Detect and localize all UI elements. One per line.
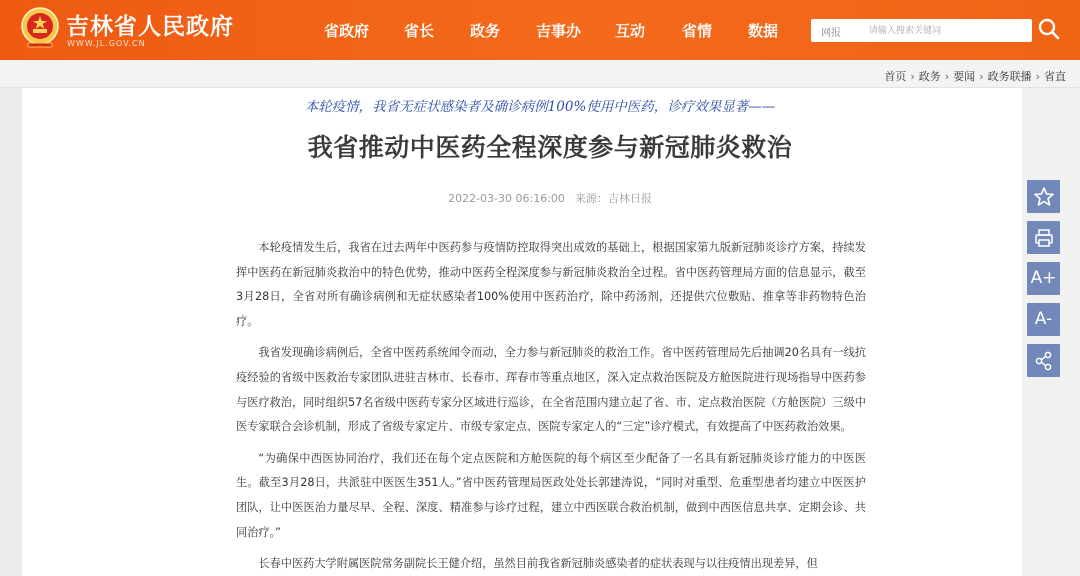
article-paragraph: 我省发现确诊病例后，全省中医药系统闻令而动，全力参与新冠肺炎的救治工作。省中医药管理局先后抽调20名具有一线抗疫经验的省级中医救治专家团队进驻吉林市、长春市、珲春市等重点地区，深入定点救治医院及方舱医院进行现场指导中医药参与医疗救治，同时组织57名省级中医药专家分区域进行巡诊，在全省范围内建立起了省、市、定点救治医院（方舱医院）三级中医专家联合会诊机制，形成了省级专家定片、市级专家定点、医院专家定人的“三定”诊疗模式，有效提高了中医药救治效果。: [236, 346, 866, 434]
article-date: 2022-03-30 06:16:00: [448, 192, 565, 205]
font-decrease-button[interactable]: [1027, 303, 1060, 336]
article-title: 我省推动中医药全程深度参与新冠肺炎救治: [307, 133, 793, 162]
share-icon: [1033, 350, 1055, 372]
site-name[interactable]: 吉林省人民政府: [66, 14, 234, 40]
article-source-label: 来源：: [574, 192, 608, 205]
font-increase-button[interactable]: [1027, 262, 1060, 295]
nav-item-data[interactable]: 数据: [748, 22, 779, 40]
article-paragraph: 长春中医药大学附属医院常务副院长王健介绍，虽然目前我省新冠肺炎感染者的症状表现与以往疫情出现差异，但: [258, 557, 818, 571]
breadcrumb-bar: [0, 60, 1080, 88]
nav-item-governor[interactable]: 省长: [404, 22, 435, 40]
search-box: [811, 19, 1032, 42]
breadcrumb-provincial[interactable]: 省直: [1044, 70, 1066, 83]
breadcrumb: [884, 68, 1066, 84]
breadcrumb-separator: ›: [944, 70, 950, 83]
article-meta: [0, 190, 1080, 206]
site-domain: WWW.JL.GOV.CN: [67, 39, 146, 48]
search-input[interactable]: [869, 22, 1027, 39]
font-increase-label: A+: [1030, 268, 1057, 288]
breadcrumb-affairs[interactable]: 政务: [918, 70, 941, 83]
breadcrumb-separator: ›: [979, 70, 984, 83]
national-emblem-icon[interactable]: [20, 6, 60, 50]
article-lead: 本轮疫情，我省无症状感染者及确诊病例100%使用中医药，诊疗效果显著——: [304, 99, 776, 115]
breadcrumb-separator: ›: [910, 70, 915, 83]
print-icon: [1033, 227, 1055, 249]
article-source: 吉林日报: [607, 192, 652, 205]
star-icon: [1033, 186, 1055, 208]
article-body: [236, 236, 866, 576]
breadcrumb-broadcast[interactable]: 政务联播: [987, 70, 1032, 83]
breadcrumb-news[interactable]: 要闻: [953, 70, 976, 83]
article-paragraph: “为确保中西医协同治疗，我们还在每个定点医院和方舱医院的每个病区至少配备了一名具有新冠肺炎诊疗能力的中医医生。截至3月28日，共派驻中医医生351人。”省中医药管理局医政处处长郭建涛说，“同时对重型、危重型患者均建立中医医护团队，让中医医治力量尽早、全程、深度、精准参与诊疗过程，建立中西医联合救治机制，做到中西医信息共享、定期会诊、共同治疗。”: [236, 451, 866, 539]
nav-item-interaction[interactable]: 互动: [615, 22, 646, 40]
favorite-button[interactable]: [1027, 180, 1060, 213]
nav-item-services[interactable]: 吉事办: [536, 22, 582, 40]
search-scope-select[interactable]: 网报: [821, 28, 841, 39]
breadcrumb-separator: ›: [1035, 70, 1040, 83]
share-button[interactable]: [1027, 344, 1060, 377]
article-toolbar: [1027, 180, 1060, 385]
site-header: [0, 0, 1080, 60]
font-decrease-label: A-: [1034, 309, 1053, 329]
nav-item-affairs[interactable]: 政务: [470, 22, 501, 40]
article-paragraph: 本轮疫情发生后，我省在过去两年中医药参与疫情防控取得突出成效的基础上，根据国家第九版新冠肺炎诊疗方案，持续发挥中医药在新冠肺炎救治中的特色优势，推动中医药全程深度参与新冠肺炎救治全过程。省中医药管理局方面的信息显示，截至3月28日，全省对所有确诊病例和无症状感染者100%使用中医药治疗，除中药汤剂，还提供穴位敷贴、推拿等非药物特色治疗。: [236, 241, 866, 328]
search-icon[interactable]: [1036, 16, 1062, 42]
nav-item-province-info[interactable]: 省情: [682, 22, 713, 40]
nav-item-province-gov[interactable]: 省政府: [324, 22, 370, 40]
breadcrumb-home[interactable]: 首页: [884, 70, 907, 83]
print-button[interactable]: [1027, 221, 1060, 254]
